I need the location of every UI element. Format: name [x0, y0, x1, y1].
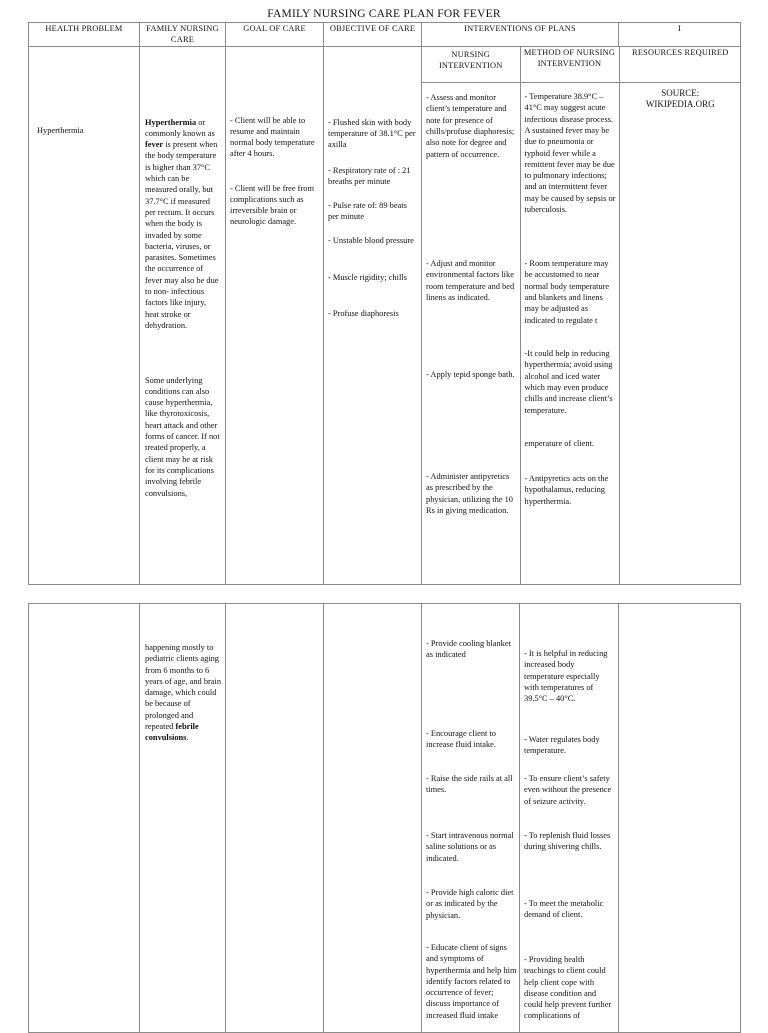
goal-item: - Client will be free from complications such as irreversible brain or neurologic damage.	[230, 183, 314, 227]
goal-item: - Client will be able to resume and maintain normal body temperature after 4 hours.	[230, 115, 315, 159]
interventions-block	[422, 46, 741, 584]
method-cell	[520, 83, 619, 584]
intervention-item: - Start intravenous normal saline solutions or as indicated.	[426, 831, 514, 863]
header-family-nursing-care: FAMILY NURSING CARE	[140, 23, 226, 47]
header-method-of-nursing-intervention: METHOD OF NURSING INTERVENTION	[520, 47, 619, 83]
resources-cell	[619, 83, 741, 584]
objective-item: - Pulse rate of: 89 beats per minute	[328, 200, 407, 221]
method-item: - To meet the metabolic demand of client.	[524, 899, 604, 920]
family-care-cell	[140, 604, 226, 1033]
intervention-item: - Administer antipyretics as prescribed by the physician, utilizing the 10 Rs in giving medication.	[426, 472, 513, 515]
nursing-intervention-cell	[422, 604, 520, 1033]
family-care-lead-bold: Hyperthermia	[145, 117, 197, 127]
care-plan-table-page-1	[28, 22, 741, 585]
family-care-lead-text: or commonly known as	[145, 117, 215, 138]
family-care-continued-bold: febrile convulsions	[145, 722, 199, 743]
objective-item: - Flushed skin with body temperature of 38.1°C per axilla	[328, 117, 416, 150]
family-care-continued-end: .	[186, 733, 189, 743]
resources-source-value: WIKIPEDIA.ORG	[645, 99, 715, 110]
family-care-body-text: is present when the body temperature is higher than 37°C which can be measured orally, but 37.7°C if measured per rectum. It occurs when the body is invaded by some bacteria, viruses, or parasites. Sometimes the occurrence of fever may also be due to non- infectious factors like injury, heat stroke or dehydration.	[145, 140, 219, 330]
health-problem-text: Hyperthermia	[37, 125, 84, 135]
header-health-problem: HEALTH PROBLEM	[29, 23, 140, 47]
family-care-continued-text: happening mostly to pediatric clients aging from 6 months to 6 years of age, and brain damage, which could be because of prolonged and repeated	[145, 643, 222, 732]
header-objective-of-care: OBJECTIVE OF CARE	[324, 23, 422, 47]
family-care-paragraph-1	[145, 117, 222, 332]
goal-cell	[226, 604, 324, 1033]
intervention-item: - Provide cooling blanket as indicated	[426, 639, 511, 660]
method-item: - Providing health teachings to client could help client cope with disease condition and could help prevent further complications of	[524, 955, 612, 1021]
intervention-item: - Encourage client to increase fluid intake.	[426, 729, 496, 750]
objective-cell	[324, 604, 422, 1033]
care-plan-table-page-2	[28, 603, 741, 1033]
header-resources-required: RESOURCES REQUIRED	[619, 47, 741, 83]
method-item: - Room temperature may be accustomed to near normal body temperature and blankets and linens may be adjusted as indicated to regulate t	[524, 259, 610, 325]
header-interventions-of-plans: INTERVENTIONS OF PLANS	[422, 23, 619, 47]
objective-item: - Profuse diaphoresis	[328, 308, 399, 318]
method-item: - To ensure client’s safety even without the presence of seizure activity.	[524, 774, 612, 806]
page-title: FAMILY NURSING CARE PLAN FOR FEVER	[267, 8, 501, 20]
method-item: - Antipyretics acts on the hypothalamus, reducing hyperthermia.	[524, 474, 609, 506]
method-item: - Water regulates body temperature.	[524, 735, 600, 756]
header-goal-of-care: GOAL OF CARE	[226, 23, 324, 47]
objective-item: - Unstable blood pressure	[328, 235, 414, 245]
health-problem-cell	[29, 604, 140, 1033]
objective-cell	[324, 46, 422, 584]
goal-cell	[226, 46, 324, 584]
health-problem-cell	[29, 46, 140, 584]
header-nursing-intervention: NURSING INTERVENTION	[422, 47, 520, 83]
method-item: -It could help in reducing hyperthermia; avoid using alcohol and iced water which may even produce chills and increase client’s temperature.	[524, 349, 613, 415]
intervention-item: - Raise the side rails at all times.	[426, 774, 513, 795]
resources-source-label: SOURCE:	[661, 88, 700, 99]
intervention-item: - Apply tepid sponge bath.	[426, 370, 515, 380]
method-item: - It is helpful in reducing increased body temperature especially with temperatures of 39.5°C – 40°C.	[524, 649, 608, 704]
header-interventions-mark: I	[619, 23, 741, 47]
family-care-continued	[145, 642, 222, 744]
intervention-item: - Educate client of signs and symptoms of hyperthermia and help him identify factors related to occurrence of fever; discuss importance of increased fluid intake	[426, 943, 517, 1020]
objective-item: - Muscle rigidity; chills	[328, 272, 407, 282]
intervention-item: - Provide high caloric diet or as indicated by the physician.	[426, 888, 514, 920]
family-care-cell	[140, 46, 226, 584]
family-care-fever-bold: fever	[145, 140, 164, 150]
intervention-item: - Adjust and monitor environmental factors like room temperature and bed linens as indicated.	[426, 259, 515, 302]
method-item: - To replenish fluid losses during shivering chills.	[524, 831, 611, 852]
objective-item: - Respiratory rate of : 21 breaths per minute	[328, 165, 411, 186]
intervention-item: - Assess and monitor client’s temperature and note for presence of chills/profuse diaphoresis; also note for degree and pattern of occurrence.	[426, 93, 515, 159]
method-item: - Temperature 38.9°C – 41°C may suggest acute infectious disease process. A sustained fever may be due to pneumonia or typhoid fever while a remittent fever may be due to pulmonary infections; and an intermittent fever may be caused by sepsis or tuberculosis.	[524, 92, 616, 215]
method-item: emperature of client.	[524, 439, 595, 449]
resources-cell	[619, 604, 741, 1033]
family-care-paragraph-2: Some underlying conditions can also cause hyperthermia, like thyrotoxicosis, heart attack and other forms of cancer. If not treated properly, a client may be at risk for its complications involving febrile convulsions,	[145, 375, 220, 498]
method-cell	[520, 604, 619, 1033]
nursing-intervention-cell	[422, 83, 520, 584]
